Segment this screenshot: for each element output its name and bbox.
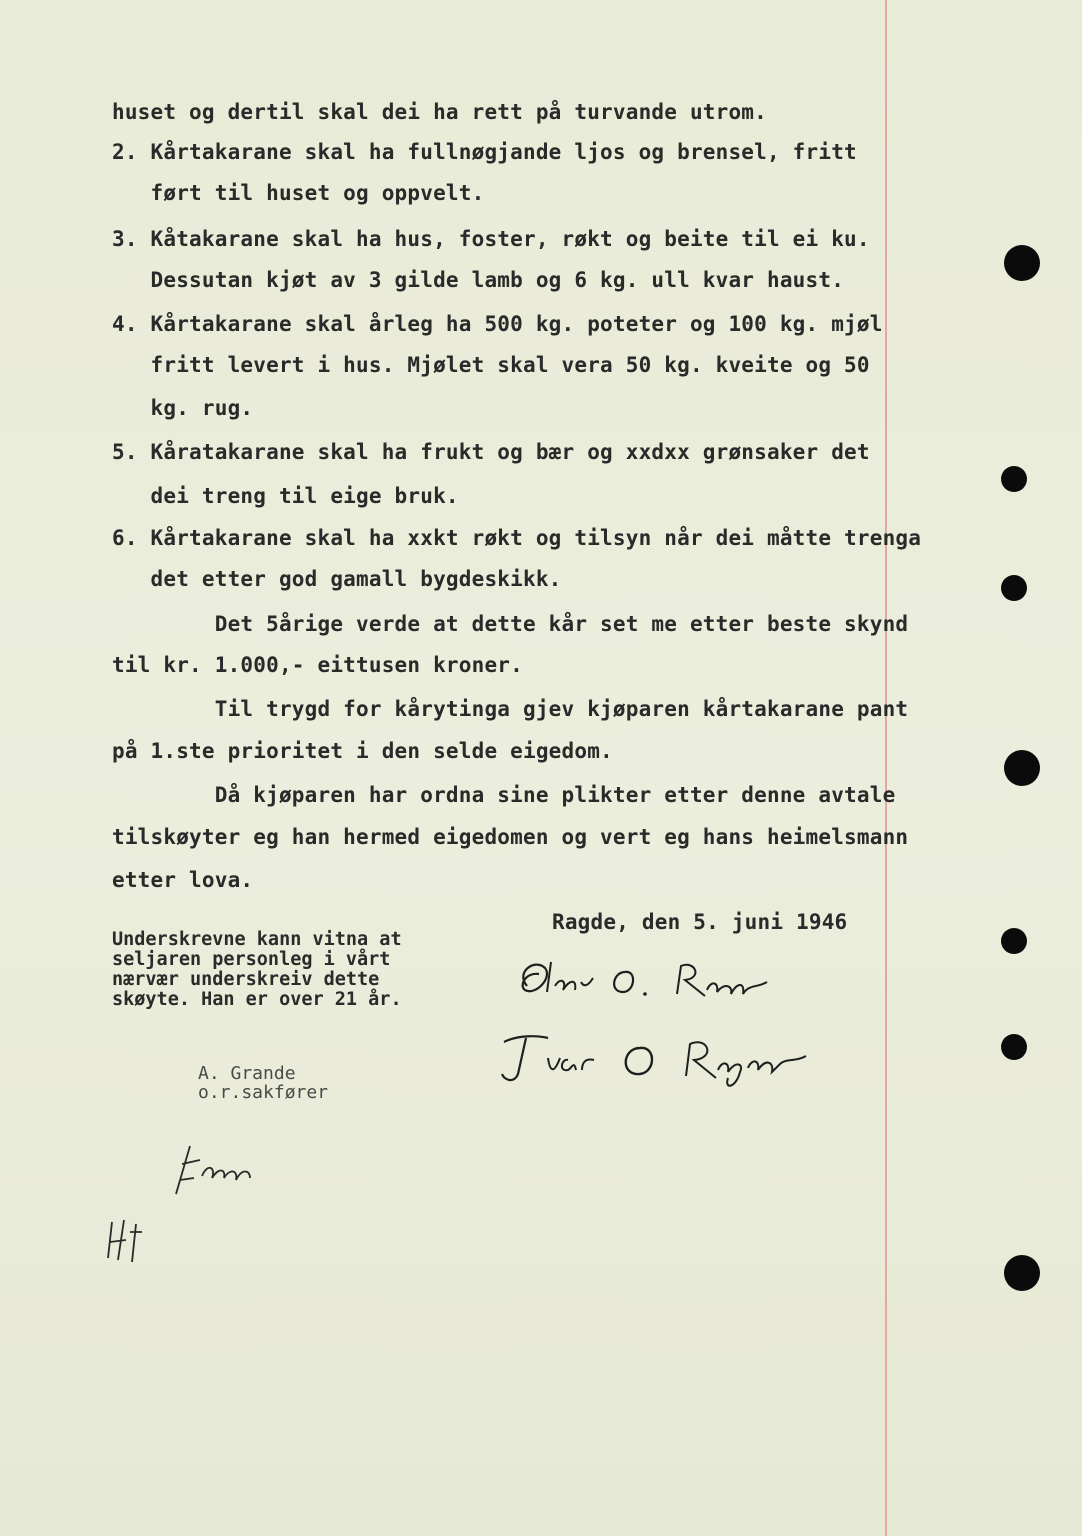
document-line: ført til huset og oppvelt. <box>112 181 485 205</box>
document-line: 3. Kåtakarane skal ha hus, foster, røkt og beite til ei ku. <box>112 227 870 251</box>
document-line: Det 5årige verde at dette kår set me etter beste skynd <box>112 612 909 636</box>
punch-hole <box>1001 928 1027 954</box>
witness-line: nærvær underskreiv dette <box>112 969 380 990</box>
document-line: til kr. 1.000,- eittusen kroner. <box>112 653 523 677</box>
document-line: Dessutan kjøt av 3 gilde lamb og 6 kg. ull kvar haust. <box>112 268 845 292</box>
signature-olav-ragde <box>505 952 785 1012</box>
document-line: 4. Kårtakarane skal årleg ha 500 kg. poteter og 100 kg. mjøl <box>112 312 883 336</box>
punch-hole <box>1001 1034 1027 1060</box>
document-line: fritt levert i hus. Mjølet skal vera 50 kg. kveite og 50 <box>112 353 870 377</box>
document-line: på 1.ste prioritet i den selde eigedom. <box>112 739 613 763</box>
witness-line: skøyte. Han er over 21 år. <box>112 989 402 1010</box>
punch-hole <box>1004 750 1040 786</box>
document-line: tilskøyter eg han hermed eigedomen og vert eg hans heimelsmann <box>112 825 909 849</box>
document-line: Til trygd for kårytinga gjev kjøparen kårtakarane pant <box>112 697 909 721</box>
document-line: Då kjøparen har ordna sine plikter etter denne avtale <box>112 783 896 807</box>
document-line: etter lova. <box>112 868 254 892</box>
witness-signature <box>198 1064 328 1102</box>
document-line: det etter god gamall bygdeskikk. <box>112 567 562 591</box>
signature-ivar-ragde <box>490 1028 820 1098</box>
witness-statement <box>112 930 402 1010</box>
punch-hole <box>1001 575 1027 601</box>
document-line: kg. rug. <box>112 396 254 420</box>
margin-rule <box>885 0 887 1536</box>
place-date: Ragde, den 5. juni 1946 <box>552 910 848 934</box>
document-line: 2. Kårtakarane skal ha fullnøgjande ljos og brensel, fritt <box>112 140 857 164</box>
witness-line: seljaren personleg i vårt <box>112 949 391 970</box>
document-line: huset og dertil skal dei ha rett på turvande utrom. <box>112 100 767 124</box>
document-line: 5. Kåratakarane skal ha frukt og bær og xxdxx grønsaker det <box>112 440 870 464</box>
initials-handwriting <box>96 1212 156 1272</box>
margin-note-handwriting <box>160 1138 260 1208</box>
punch-hole <box>1004 245 1040 281</box>
witness-line: Underskrevne kann vitna at <box>112 929 402 950</box>
document-line: 6. Kårtakarane skal ha xxkt røkt og tilsyn når dei måtte trenga <box>112 526 922 550</box>
punch-hole <box>1004 1255 1040 1291</box>
witness-title: o.r.sakfører <box>198 1082 329 1103</box>
punch-hole <box>1001 466 1027 492</box>
document-line: dei treng til eige bruk. <box>112 484 459 508</box>
witness-name: A. Grande <box>198 1063 296 1084</box>
